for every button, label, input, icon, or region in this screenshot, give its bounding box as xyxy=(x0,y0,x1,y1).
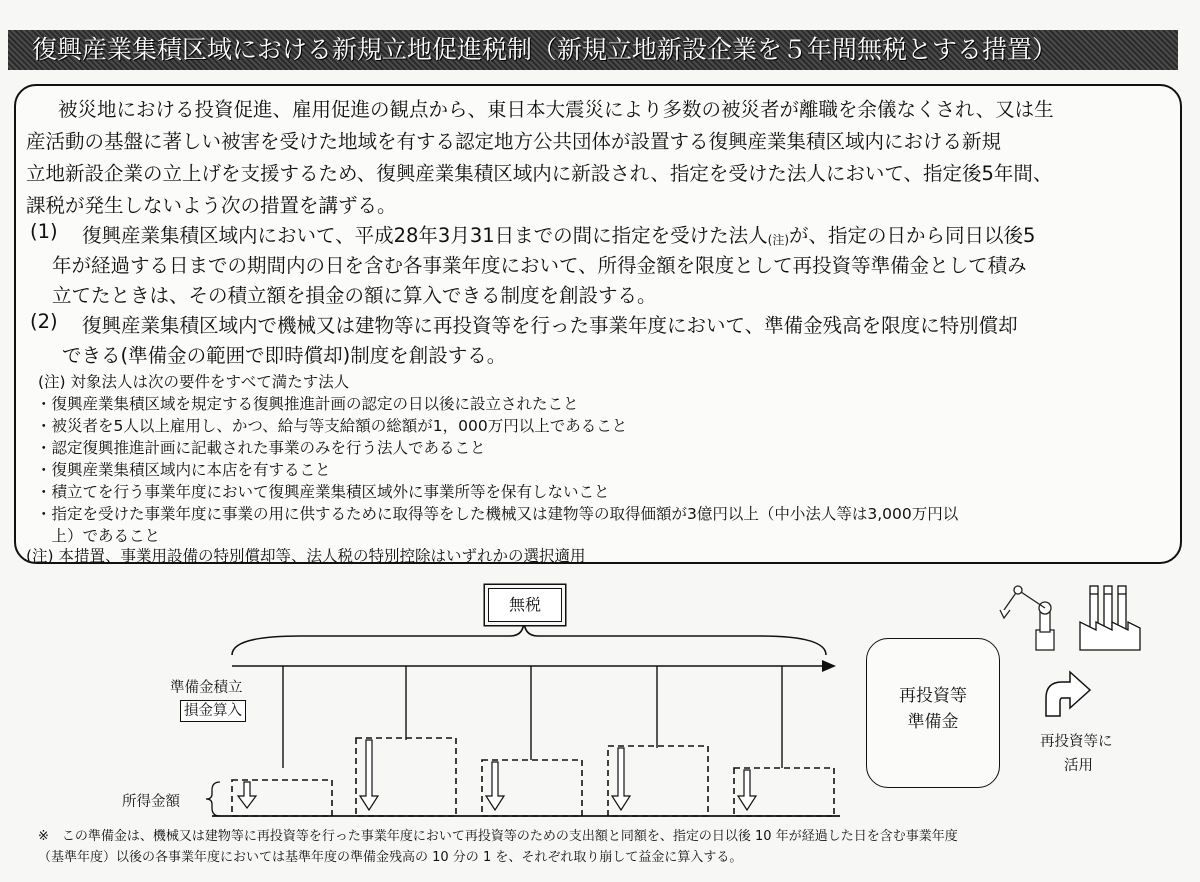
intro-line-3: 立地新設企業の立上げを支援するため、復興産業集積区域内に新設され、指定を受けた法人において、指定後5年間、 xyxy=(26,162,1053,185)
reinvestment-reserve-box xyxy=(866,638,1000,788)
requirement-4: ・復興産業集積区域内に本店を有すること xyxy=(36,461,331,479)
requirement-2: ・被災者を5人以上雇用し、かつ、給与等支給額の総額が1，000万円以上であること xyxy=(36,417,628,435)
item1-line-2: 年が経過する日までの期間内の日を含む各事業年度において、所得金額を限度として再投資等準備金として積み xyxy=(52,254,1027,277)
curved-up-arrow-icon xyxy=(1046,672,1090,716)
income-amount-label: 所得金額 xyxy=(122,794,180,810)
item2-line-1: 復興産業集積区域内で機械又は建物等に再投資等を行った事業年度において、準備金残高を限度に特別償却 xyxy=(82,314,1018,337)
requirement-1: ・復興産業集積区域を規定する復興推進計画の認定の日以後に設立されたこと xyxy=(36,395,579,413)
factory-icon xyxy=(1080,586,1140,650)
down-arrow-icon xyxy=(238,740,756,810)
requirement-6: ・指定を受けた事業年度に事業の用に供するために取得等をした機械又は建物等の取得価額が3億円以上（中小法人等は3,000万円以 xyxy=(36,505,959,523)
item1-line-1b: が、指定の日から同日以後5 xyxy=(789,224,1036,247)
item2-number: (2) xyxy=(30,310,58,333)
requirement-3: ・認定復興推進計画に記載された事業のみを行う法人であること xyxy=(36,439,486,457)
tax-free-label: 無税 xyxy=(488,588,562,622)
item1-line-3: 立てたときは、その積立額を損金の額に算入できる制度を創設する。 xyxy=(52,284,657,307)
footnote xyxy=(38,826,958,868)
income-brace xyxy=(206,782,220,816)
diagram xyxy=(0,570,1200,825)
footnote-line-2: （基準年度）以後の各事業年度においては基準年度の準備金残高の 10 分の 1 を、それぞれ取り崩して益金に算入する。 xyxy=(38,850,743,865)
item1-number: (1) xyxy=(30,220,58,243)
deductible-label: 損金算入 xyxy=(180,700,246,722)
item1-line-1a: 復興産業集積区域内において、平成28年3月31日までの間に指定を受けた法人 xyxy=(82,224,768,247)
reserve-box-line-1: 再投資等 xyxy=(899,686,967,706)
diagram-lines xyxy=(0,570,1200,825)
reserve-accumulation-label: 準備金積立 xyxy=(170,680,243,696)
intro-line-2: 産活動の基盤に著しい被害を受けた地域を有する認定地方公共団体が設置する復興産業集積区域内における新規 xyxy=(26,130,1002,153)
requirement-5: ・積立てを行う事業年度において復興産業集積区域外に事業所等を保有しないこと xyxy=(36,483,610,501)
intro-line-4: 課税が発生しないよう次の措置を講ずる。 xyxy=(26,194,397,217)
main-text-box xyxy=(14,84,1182,564)
tax-free-brace xyxy=(232,620,826,655)
page-title: 復興産業集積区域における新規立地促進税制（新規立地新設企業を５年間無税とする措置） xyxy=(8,30,1178,70)
item2-line-2: できる(準備金の範囲で即時償却)制度を創設する。 xyxy=(62,344,507,367)
intro-line-1: 被災地における投資促進、雇用促進の観点から、東日本大震災により多数の被災者が離職を余儀なくされ、又は生 xyxy=(58,98,1054,121)
reinvest-label-line-2: 活用 xyxy=(1064,758,1093,774)
reserve-box-line-2: 準備金 xyxy=(907,712,959,732)
requirement-6-cont: 上）であること xyxy=(36,527,161,545)
reinvest-label-line-1: 再投資等に xyxy=(1040,734,1113,750)
robot-arm-icon xyxy=(1000,586,1054,650)
timeline-arrow-head xyxy=(822,660,836,672)
note-heading: (注) 対象法人は次の要件をすべて満たす法人 xyxy=(38,373,350,391)
note-mark: (注) xyxy=(767,233,790,247)
note-2: (注) 本措置、事業用設備の特別償却等、法人税の特別控除はいずれかの選択適用 xyxy=(26,547,586,565)
footnote-line-1: ※ この準備金は、機械又は建物等に再投資等を行った事業年度において再投資等のための支出額と同額を、指定の日以後 10 年が経過した日を含む事業年度 xyxy=(38,829,958,844)
item1-line-1 xyxy=(82,220,1035,248)
